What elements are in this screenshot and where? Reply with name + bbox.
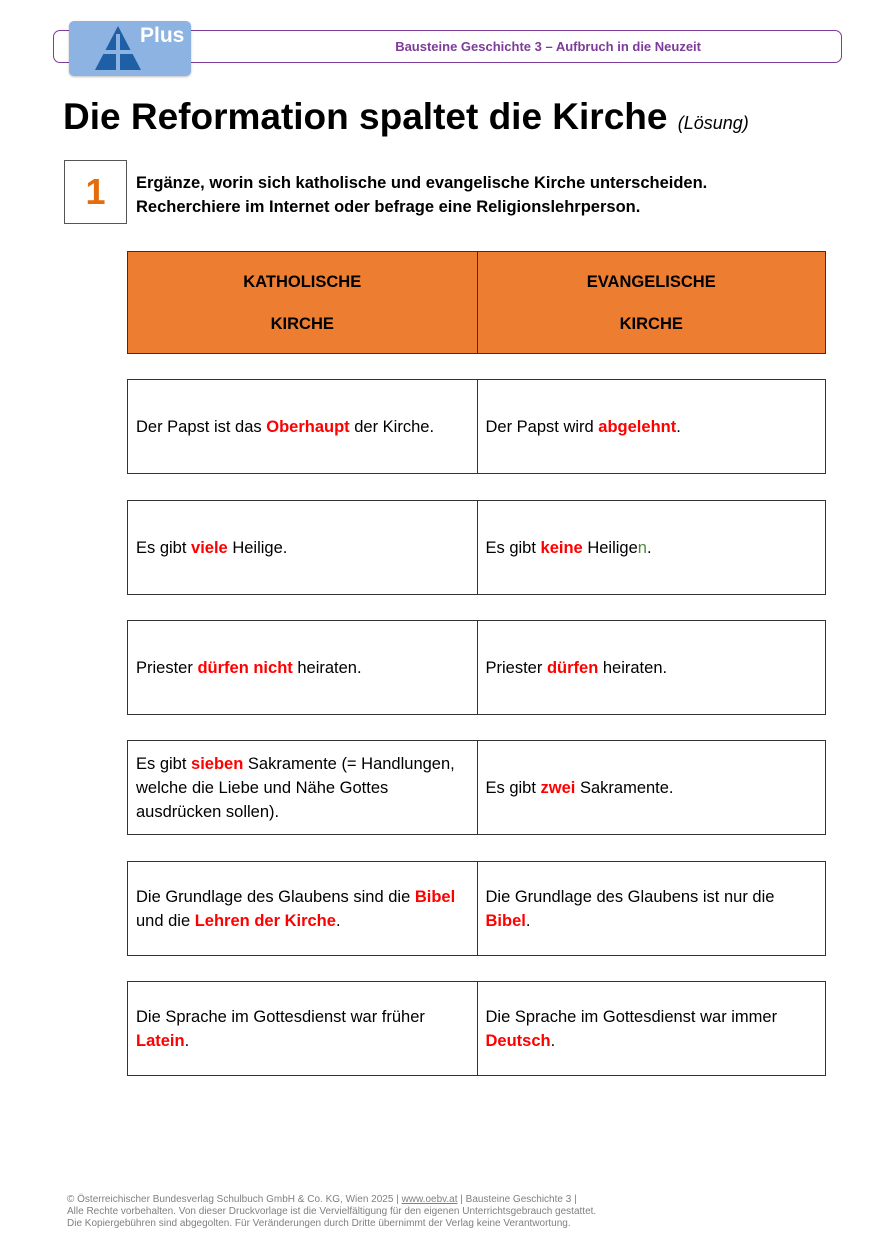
title-main: Die Reformation spaltet die Kirche <box>63 96 668 137</box>
page-title <box>63 96 749 138</box>
header-protestant-line2: KIRCHE <box>619 314 683 333</box>
table-header <box>127 251 826 354</box>
cell-text: Priester <box>136 658 198 677</box>
cell-text: Die Sprache im Gottesdienst war früher <box>136 1007 425 1026</box>
answer-text: Oberhaupt <box>266 417 350 436</box>
cell-text: Sakramente (= Handlungen, welche die Liebe und Nähe Gottes ausdrücken sollen). <box>136 754 455 821</box>
cell-text: Es gibt <box>136 754 192 773</box>
instruction-line-1: Ergänze, worin sich katholische und evangelische Kirche unterscheiden. <box>136 174 708 192</box>
cell-text: Es gibt <box>485 778 541 797</box>
header-catholic-line1: KATHOLISCHE <box>243 272 362 291</box>
cell-text: Der Papst wird <box>485 417 599 436</box>
protestant-cell <box>477 862 826 955</box>
comparison-row <box>127 740 826 835</box>
protestant-cell <box>477 380 826 473</box>
answer-text: Lehren der Kirche <box>194 911 336 930</box>
title-sub: (Lösung) <box>677 113 749 133</box>
cell-text: Es gibt <box>136 538 192 557</box>
cell-text: Heilige. <box>227 538 288 557</box>
answer-text: Bibel <box>485 911 526 930</box>
catholic-cell <box>128 380 477 473</box>
catholic-cell <box>128 621 477 714</box>
plus-logo <box>69 21 191 76</box>
answer-text: Bibel <box>414 887 456 906</box>
comparison-row <box>127 500 826 595</box>
cell-text: der Kirche. <box>349 417 435 436</box>
cell-text: heiraten. <box>292 658 362 677</box>
cell-text: Der Papst ist das <box>136 417 267 436</box>
footer-line-3: Die Kopiergebühren sind abgegolten. Für Veränderungen durch Dritte übernimmt der Verlag keine Verantwortung. <box>67 1218 571 1229</box>
cell-text: Die Grundlage des Glaubens ist nur die <box>485 887 775 906</box>
task-number: 1 <box>64 160 127 224</box>
footer-text: © Österreichischer Bundesverlag Schulbuch GmbH & Co. KG, Wien 2025 | <box>67 1194 402 1205</box>
footer-line-1 <box>67 1194 596 1206</box>
answer-text: Deutsch <box>485 1031 551 1050</box>
cell-text: Heilige <box>582 538 638 557</box>
protestant-cell <box>477 621 826 714</box>
cell-text: und die <box>136 911 195 930</box>
catholic-cell <box>128 741 477 834</box>
cell-text: . <box>525 911 531 930</box>
cell-text: Es gibt <box>485 538 541 557</box>
catholic-cell <box>128 862 477 955</box>
answer-text: zwei <box>540 778 576 797</box>
cell-text: . <box>184 1031 190 1050</box>
copyright-footer <box>67 1194 596 1230</box>
protestant-cell <box>477 982 826 1075</box>
cell-text: Die Sprache im Gottesdienst war immer <box>485 1007 778 1026</box>
comparison-row <box>127 620 826 715</box>
comparison-row <box>127 861 826 956</box>
cell-text: . <box>646 538 652 557</box>
cell-text: . <box>676 417 681 436</box>
cell-text: . <box>335 911 341 930</box>
answer-text: sieben <box>191 754 244 773</box>
logo-text: Plus <box>140 24 185 47</box>
catholic-cell <box>128 501 477 594</box>
protestant-cell <box>477 501 826 594</box>
task-instructions <box>136 171 707 219</box>
subject-title: Bausteine Geschichte 3 – Aufbruch in die Neuzeit <box>395 39 701 54</box>
cell-text: Die Grundlage des Glaubens sind die <box>136 887 415 906</box>
header-protestant-line1: EVANGELISCHE <box>586 272 716 291</box>
footer-text: | Bausteine Geschichte 3 | <box>457 1194 577 1205</box>
cell-text: . <box>550 1031 556 1050</box>
header-catholic-line2: KIRCHE <box>270 314 334 333</box>
catholic-cell <box>128 982 477 1075</box>
header-catholic <box>128 252 477 353</box>
footer-line-2: Alle Rechte vorbehalten. Von dieser Druckvorlage ist die Vervielfältigung für den eigenen Unterrichtsgebrauch gestattet. <box>67 1206 597 1217</box>
instruction-line-2: Recherchiere im Internet oder befrage eine Religionslehrperson. <box>136 198 641 216</box>
answer-text: abgelehnt <box>598 417 677 436</box>
header-protestant <box>477 252 826 353</box>
answer-text: Latein <box>136 1031 185 1050</box>
answer-text: dürfen nicht <box>197 658 293 677</box>
comparison-row <box>127 981 826 1076</box>
pyramid-logo-icon <box>93 24 143 72</box>
answer-text: dürfen <box>546 658 599 677</box>
publisher-link[interactable]: www.oebv.at <box>401 1194 458 1205</box>
cell-text: Priester <box>485 658 547 677</box>
answer-text: viele <box>191 538 228 557</box>
answer-text: keine <box>540 538 583 557</box>
comparison-row <box>127 379 826 474</box>
protestant-cell <box>477 741 826 834</box>
cell-text: Sakramente. <box>575 778 674 797</box>
cell-text: heiraten. <box>598 658 668 677</box>
corrected-letter: n <box>637 538 647 557</box>
